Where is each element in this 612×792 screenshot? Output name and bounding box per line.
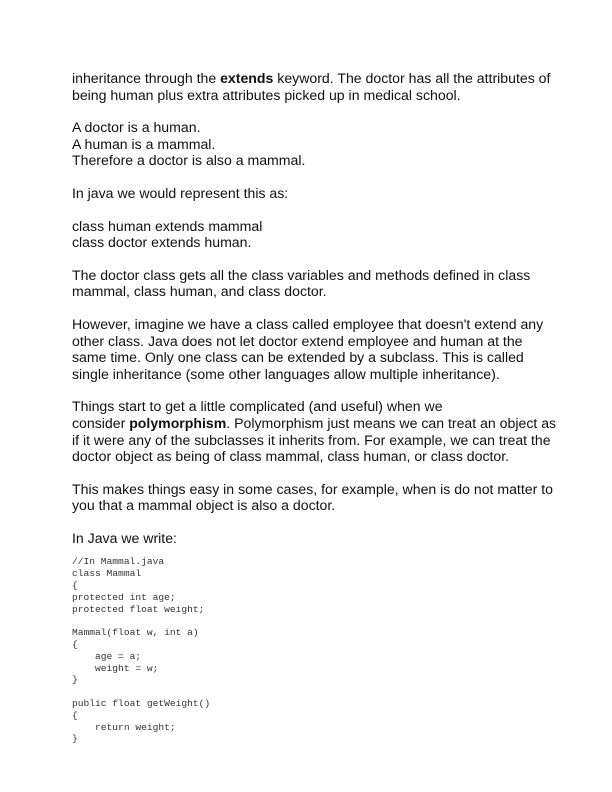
text-line: In java we would represent this as:: [72, 184, 289, 201]
text-line: This makes things easy in some cases, for example, when is do not matter to: [72, 480, 553, 497]
paragraph: [72, 267, 542, 300]
code-line: }: [72, 674, 78, 686]
text-run: keyword. The doctor has all the attributes of: [273, 70, 551, 86]
paragraph: [72, 480, 553, 514]
text-run: consider: [72, 414, 130, 431]
paragraph: [72, 70, 551, 103]
code-line: [72, 686, 542, 698]
code-line: {: [72, 709, 78, 721]
text-line: doctor object as being of class mammal, class human, or class doctor.: [72, 448, 510, 465]
text-line: class doctor extends human.: [72, 234, 252, 251]
text-line: being human plus extra attributes picked up in medical school.: [72, 86, 461, 103]
text-line: if it were any of the subclasses it inherits from. For example, we can treat the: [72, 431, 551, 448]
paragraph: [72, 530, 542, 547]
text-line: Things start to get a little complicated (and useful) when we: [72, 398, 443, 415]
code-block: [72, 556, 542, 745]
code-line: }: [72, 733, 78, 745]
code-line: Mammal(float w, int a): [72, 627, 199, 639]
code-line: protected float weight;: [72, 603, 205, 615]
code-line: protected int age;: [72, 591, 176, 603]
text-line: Therefore a doctor is also a mammal.: [72, 152, 306, 169]
code-line: weight = w;: [72, 662, 159, 674]
code-line: class Mammal: [72, 568, 142, 580]
keyword-bold: polymorphism: [129, 414, 227, 431]
text-line: same time. Only one class can be extended by a subclass. This is called: [72, 349, 524, 366]
code-line: [72, 615, 542, 627]
text-line: you that a mammal object is also a doctor.: [72, 497, 336, 514]
paragraph: [72, 185, 542, 202]
paragraph: [72, 218, 542, 251]
code-line: return weight;: [72, 721, 176, 733]
paragraph: [72, 119, 542, 169]
text-line: single inheritance (some other languages allow multiple inheritance).: [72, 365, 500, 382]
text-line: [72, 70, 551, 87]
text-line: The doctor class gets all the class variables and methods defined in class: [72, 266, 531, 283]
code-line: {: [72, 639, 78, 651]
text-run: . Polymorphism just means we can treat an object as: [226, 414, 557, 431]
text-line: However, imagine we have a class called employee that doesn't extend any: [72, 315, 544, 332]
text-line: other class. Java does not let doctor extend employee and human at the: [72, 332, 523, 349]
text-line: In Java we write:: [72, 529, 177, 546]
paragraph: [72, 316, 542, 382]
body-text: [72, 70, 557, 546]
text-line: A doctor is a human.: [72, 119, 201, 136]
text-run: inheritance through the: [72, 70, 221, 86]
text-line: mammal, class human, and class doctor.: [72, 283, 327, 300]
code-line: age = a;: [72, 650, 142, 662]
keyword-bold: extends: [220, 70, 274, 86]
text-line: class human extends mammal: [72, 217, 263, 234]
text-line: [72, 414, 557, 432]
paragraph: [72, 398, 557, 465]
code-line: public float getWeight(): [72, 698, 211, 710]
code-line: //In Mammal.java: [72, 556, 165, 568]
document-page: [72, 70, 557, 745]
text-line: A human is a mammal.: [72, 135, 216, 152]
code-line: {: [72, 580, 78, 592]
